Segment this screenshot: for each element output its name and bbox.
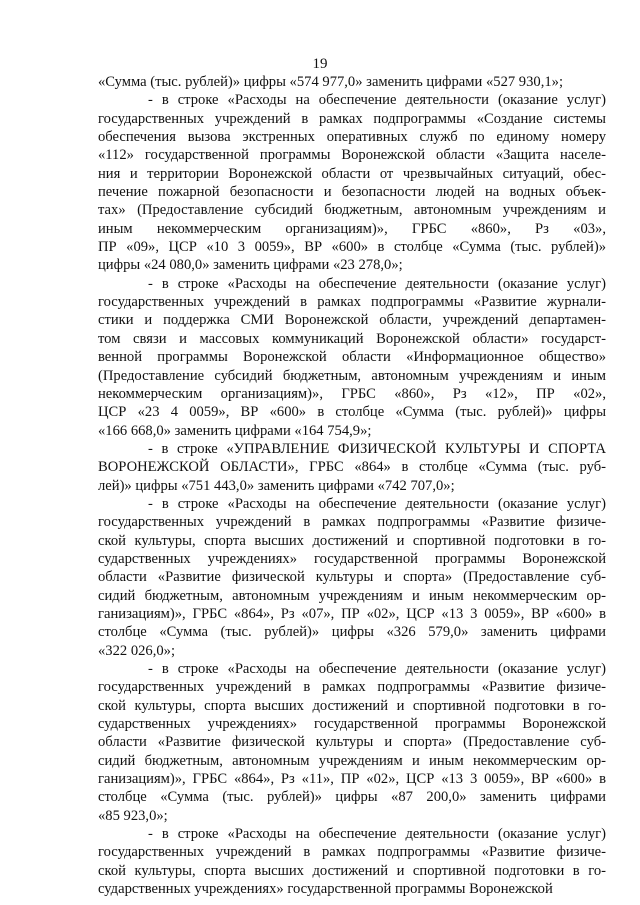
- text-line: ПР «09», ЦСР «10 3 0059», ВР «600» в столбце «Сумма (тыс. рублей)»: [98, 239, 606, 256]
- paragraph: [98, 73, 606, 91]
- document-body: [98, 73, 606, 898]
- text-line: - в строке «Расходы на обеспечение деятельности (оказание услуг): [148, 495, 606, 512]
- text-line: ВОРОНЕЖСКОЙ ОБЛАСТИ», ГРБС «864» в столбце «Сумма (тыс. руб-: [98, 459, 606, 476]
- text-line: ганизациям)», ГРБС «864», Рз «07», ПР «02», ЦСР «13 3 0059», ВР «600» в: [98, 605, 606, 622]
- text-line: сударственных учреждениях» государственной программы Воронежской: [98, 716, 606, 733]
- text-line: государственных учреждений в рамках подпрограммы «Развитие журнали-: [98, 294, 606, 311]
- text-line: государственных учреждений в рамках подпрограммы «Развитие физиче-: [98, 514, 606, 531]
- text-line: ния и территории Воронежской области от чрезвычайных ситуаций, обес-: [98, 165, 606, 182]
- text-line: сидий бюджетным, автономным учреждениям и иным некоммерческим ор-: [98, 752, 606, 769]
- text-line: обеспечения вызова экстренных оперативных служб по единому номеру: [98, 129, 606, 146]
- paragraph: [98, 91, 606, 274]
- text-line: - в строке «Расходы на обеспечение деятельности (оказание услуг): [148, 826, 606, 843]
- paragraph: [98, 440, 606, 495]
- text-line: области «Развитие физической культуры и спорта» (Предоставление суб-: [98, 569, 606, 586]
- text-line: ской культуры, спорта высших достижений и спортивной подготовки в го-: [98, 532, 606, 549]
- text-line: ской культуры, спорта высших достижений и спортивной подготовки в го-: [98, 862, 606, 879]
- text-line: столбце «Сумма (тыс. рублей)» цифры «87 200,0» заменить цифрами: [98, 789, 606, 806]
- text-line: лей)» цифры «751 443,0» заменить цифрами «742 707,0»;: [98, 477, 455, 494]
- paragraph: [98, 495, 606, 660]
- text-line: иным некоммерческим организациям)», ГРБС «860», Рз «03»,: [98, 220, 606, 237]
- text-line: сударственных учреждениях» государственной программы Воронежской: [98, 881, 553, 898]
- text-line: некоммерческим организациям)», ГРБС «860», Рз «12», ПР «02»,: [98, 385, 606, 402]
- text-line: «Сумма (тыс. рублей)» цифры «574 977,0» заменить цифрами «527 930,1»;: [98, 74, 563, 90]
- text-line: «112» государственной программы Воронежской области «Защита населе-: [98, 147, 606, 164]
- text-line: «85 923,0»;: [98, 807, 168, 824]
- text-line: (Предоставление субсидий бюджетным, автономным учреждениям и иным: [98, 367, 606, 384]
- text-line: «322 026,0»;: [98, 642, 176, 659]
- text-line: - в строке «УПРАВЛЕНИЕ ФИЗИЧЕСКОЙ КУЛЬТУРЫ И СПОРТА: [148, 440, 606, 457]
- text-line: - в строке «Расходы на обеспечение деятельности (оказание услуг): [148, 661, 606, 677]
- text-line: государственных учреждений в рамках подпрограммы «Развитие физиче-: [98, 844, 606, 861]
- text-line: венной программы Воронежской области «Информационное общество»: [98, 349, 606, 366]
- text-line: сударственных учреждениях» государственной программы Воронежской: [98, 550, 606, 567]
- text-line: ганизациям)», ГРБС «864», Рз «11», ПР «02», ЦСР «13 3 0059», ВР «600» в: [98, 771, 606, 788]
- text-line: ской культуры, спорта высших достижений и спортивной подготовки в го-: [98, 697, 606, 714]
- text-line: тах» (Предоставление субсидий бюджетным, автономным учреждениям и: [98, 202, 606, 219]
- paragraph: [98, 660, 606, 825]
- text-line: печение пожарной безопасности и безопасности людей на водных объек-: [98, 184, 606, 201]
- text-line: сидий бюджетным, автономным учреждениям и иным некоммерческим ор-: [98, 587, 606, 604]
- text-line: - в строке «Расходы на обеспечение деятельности (оказание услуг): [148, 275, 606, 292]
- text-line: - в строке «Расходы на обеспечение деятельности (оказание услуг): [148, 92, 606, 109]
- page-number: 19: [312, 56, 328, 72]
- text-line: стики и поддержка СМИ Воронежской области, учреждений департамен-: [98, 312, 606, 329]
- text-line: государственных учреждений в рамках подпрограммы «Создание системы: [98, 110, 606, 127]
- text-line: государственных учреждений в рамках подпрограммы «Развитие физиче-: [98, 679, 606, 696]
- paragraph: [98, 275, 606, 440]
- text-line: столбце «Сумма (тыс. рублей)» цифры «326 579,0» заменить цифрами: [98, 624, 606, 641]
- text-line: области «Развитие физической культуры и спорта» (Предоставление суб-: [98, 734, 606, 751]
- text-line: том связи и массовых коммуникаций Воронежской области» государст-: [98, 330, 606, 347]
- text-line: цифры «24 080,0» заменить цифрами «23 278,0»;: [98, 257, 403, 274]
- text-line: ЦСР «23 4 0059», ВР «600» в столбце «Сумма (тыс. рублей)» цифры: [98, 404, 606, 421]
- paragraph: [98, 825, 606, 898]
- text-line: «166 668,0» заменить цифрами «164 754,9»;: [98, 422, 372, 439]
